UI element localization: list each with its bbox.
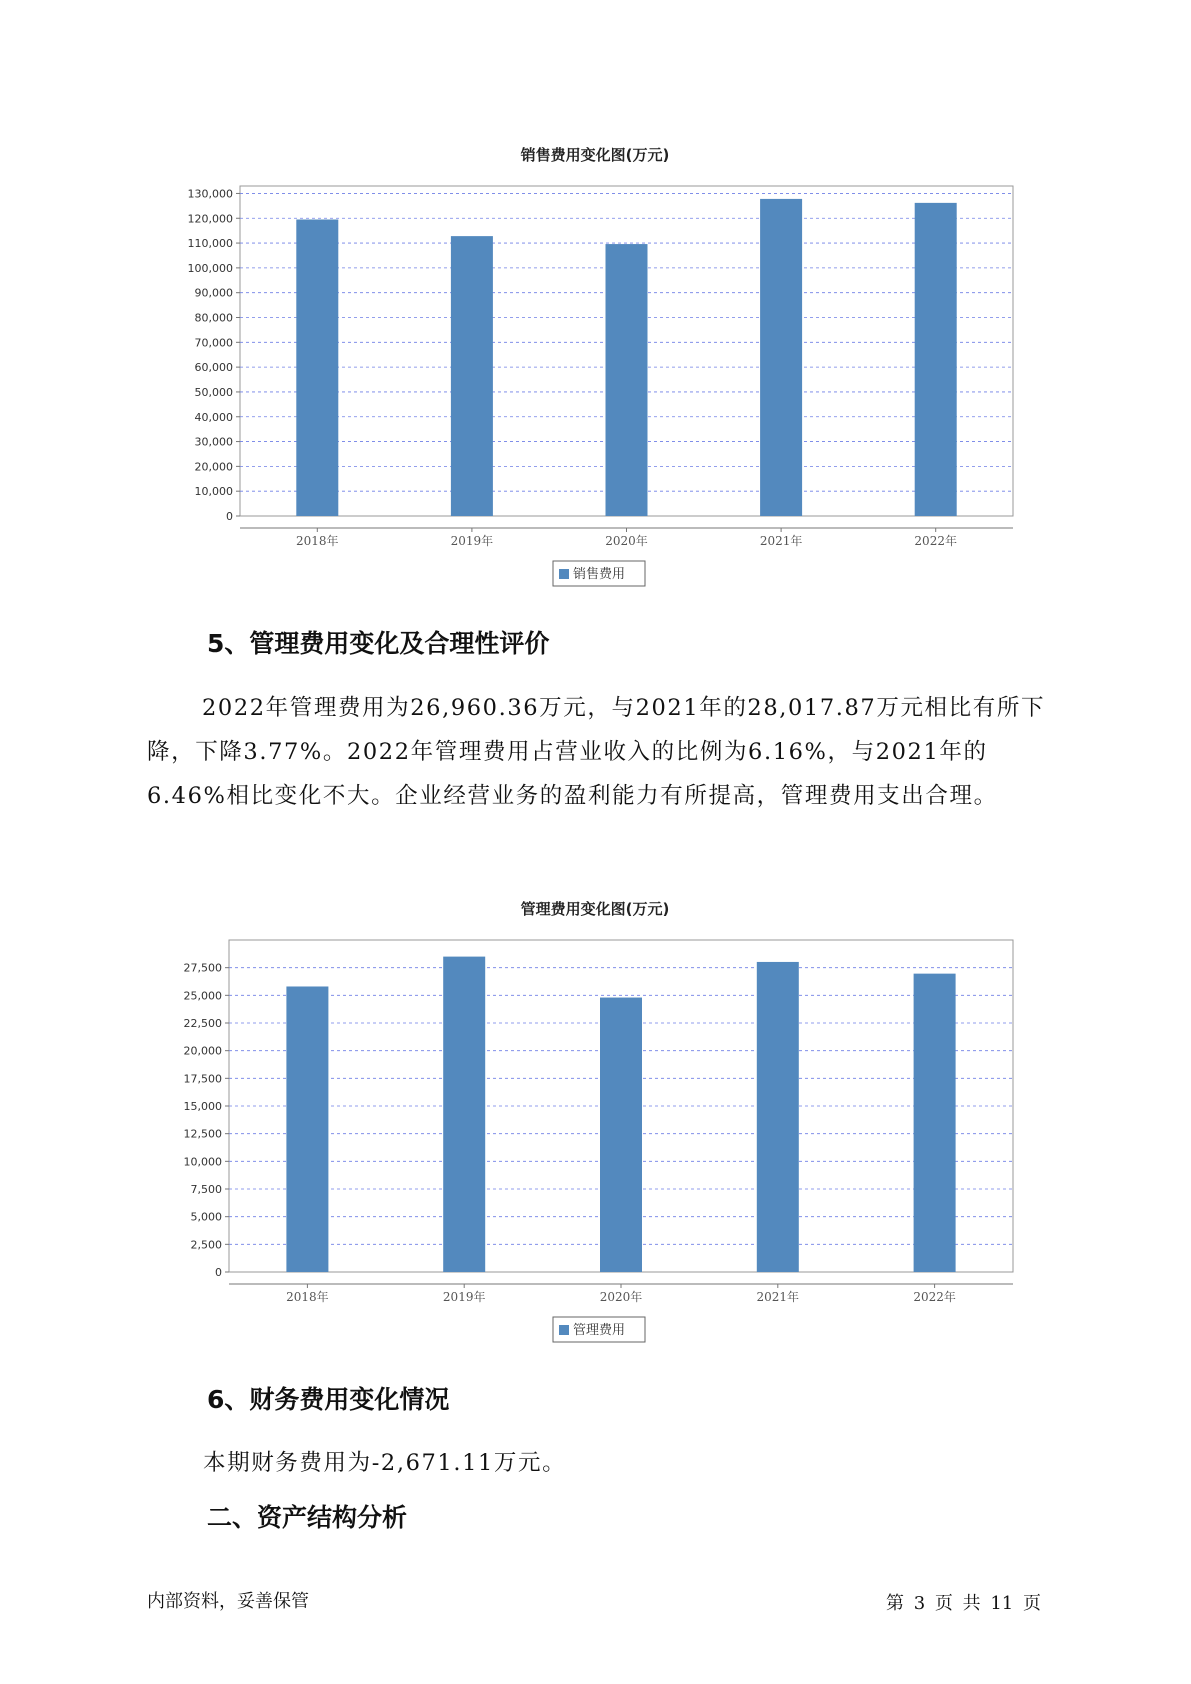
y-tick-label: 20,000	[194, 460, 233, 474]
footer-page-number: 第 3 页 共 11 页	[886, 1593, 1041, 1614]
y-tick-label: 20,000	[183, 1044, 222, 1058]
legend-label: 销售费用	[573, 567, 626, 582]
bar	[757, 962, 799, 1272]
y-tick-label: 2,500	[190, 1238, 222, 1252]
x-tick-label: 2020年	[599, 1290, 643, 1304]
x-tick-label: 2022年	[914, 534, 957, 548]
x-tick-label: 2020年	[605, 534, 648, 548]
x-tick-label: 2019年	[442, 1290, 486, 1304]
y-tick-label: 25,000	[183, 989, 222, 1003]
y-tick-label: 40,000	[194, 410, 233, 424]
y-tick-label: 30,000	[194, 435, 233, 449]
y-tick-label: 17,500	[183, 1072, 222, 1086]
section-ii-heading: 二、资产结构分析	[207, 1503, 408, 1532]
y-tick-label: 100,000	[187, 261, 233, 275]
bar	[443, 957, 485, 1272]
section-5-heading: 5、管理费用变化及合理性评价	[207, 629, 550, 658]
y-tick-label: 120,000	[187, 212, 233, 226]
x-tick-label: 2018年	[296, 534, 339, 548]
bar	[286, 986, 328, 1272]
x-tick-label: 2018年	[286, 1290, 329, 1304]
y-tick-label: 12,500	[183, 1127, 222, 1141]
y-tick-label: 0	[215, 1266, 222, 1279]
legend-label: 管理费用	[573, 1323, 626, 1338]
chart-title: 销售费用变化图(万元)	[520, 146, 670, 164]
y-tick-label: 70,000	[194, 336, 233, 350]
legend-swatch	[559, 1325, 569, 1335]
y-tick-label: 90,000	[194, 286, 233, 300]
y-tick-label: 130,000	[187, 187, 233, 201]
y-tick-label: 50,000	[194, 385, 233, 399]
x-tick-label: 2019年	[450, 534, 494, 548]
y-tick-label: 110,000	[187, 237, 233, 251]
y-tick-label: 10,000	[183, 1155, 222, 1169]
section-6-heading: 6、财务费用变化情况	[207, 1385, 450, 1414]
x-tick-label: 2021年	[756, 1290, 800, 1304]
bar	[600, 998, 642, 1272]
y-tick-label: 0	[226, 510, 233, 523]
y-tick-label: 60,000	[194, 361, 233, 375]
section-5-paragraph: 2022年管理费用为26,960.36万元，与2021年的28,017.87万元相比有所下降，下降3.77%。2022年管理费用占营业收入的比例为6.16%，与2021年的6.46%相比变化不大。企业经营业务的盈利能力有所提高，管理费用支出合理。	[147, 695, 1046, 809]
y-tick-label: 7,500	[190, 1183, 222, 1196]
section-6-text: 本期财务费用为-2,671.11万元。	[203, 1450, 567, 1476]
y-tick-label: 27,500	[183, 961, 222, 975]
y-tick-label: 22,500	[183, 1017, 222, 1030]
footer-confidential-note: 内部资料，妥善保管	[147, 1591, 309, 1612]
chart-title: 管理费用变化图(万元)	[520, 900, 670, 918]
bar	[914, 974, 956, 1272]
y-tick-label: 5,000	[190, 1210, 222, 1224]
y-tick-label: 15,000	[183, 1100, 222, 1113]
x-tick-label: 2021年	[759, 534, 803, 548]
y-tick-label: 80,000	[194, 311, 233, 325]
x-tick-label: 2022年	[913, 1290, 956, 1304]
y-tick-label: 10,000	[194, 485, 233, 499]
